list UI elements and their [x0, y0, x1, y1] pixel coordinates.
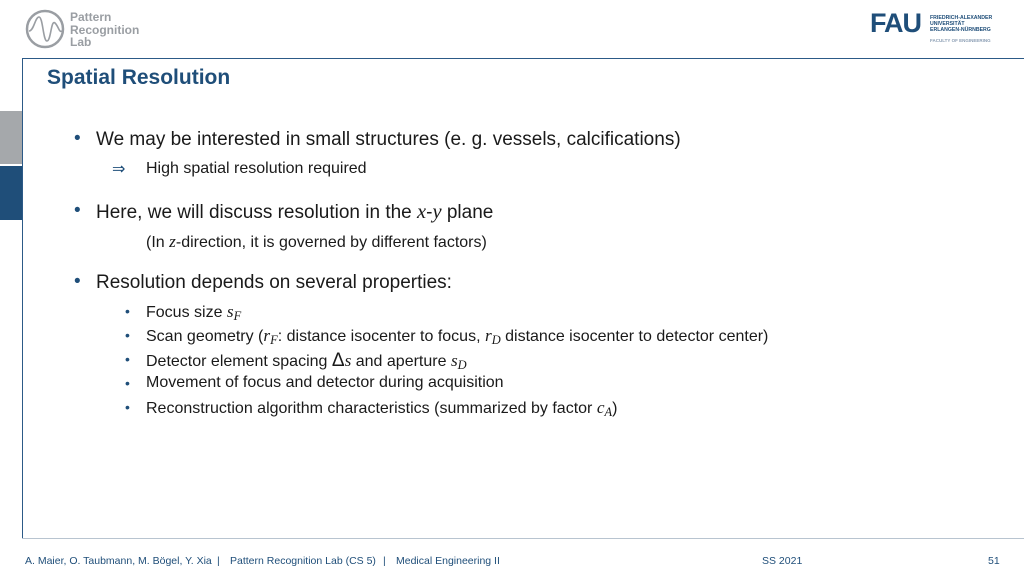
item-detector-spacing: Detector element spacing Δs and aperture $s_D$: [146, 350, 467, 372]
fau-wordmark: FAU: [870, 8, 921, 38]
item-focus-size: Focus size $s_F$: [146, 302, 242, 323]
bullet-xy-plane: Here, we will discuss resolution in the x-y plane: [96, 201, 494, 223]
sub-bullet-dot: •: [125, 399, 130, 415]
item-reconstruction-algorithm: Reconstruction algorithm characteristics (summarized by factor $c_A$): [146, 398, 618, 419]
sub-bullet-dot: •: [125, 303, 130, 319]
sub-bullet-dot: •: [125, 327, 130, 343]
footer-page-number: 51: [988, 555, 1000, 567]
pattern-recognition-lab-logo-icon: [25, 9, 65, 49]
footer-authors: A. Maier, O. Taubmann, M. Bögel, Y. Xia: [25, 555, 212, 567]
bullet-dot: •: [74, 200, 81, 221]
side-marker-blue: [0, 166, 22, 220]
bullet-resolution-properties: Resolution depends on several properties:: [96, 272, 452, 293]
lab-logo-text: Pattern Recognition Lab: [70, 10, 140, 49]
fau-logo: [870, 10, 1000, 44]
slide-title: Spatial Resolution: [47, 66, 231, 89]
fau-faculty: FACULTY OF ENGINEERING: [930, 38, 991, 43]
item-movement: Movement of focus and detector during acquisition: [146, 374, 504, 391]
footer-semester: SS 2021: [762, 555, 803, 567]
bullet-dot: •: [74, 128, 81, 149]
frame-bottom-rule: [22, 538, 1024, 539]
bullet-small-structures: We may be interested in small structures (e. g. vessels, calcifications): [96, 129, 681, 150]
frame-left-rule: [22, 58, 23, 538]
footer-separator: |: [383, 555, 386, 567]
footer-separator: |: [217, 555, 220, 567]
footer-lab: Pattern Recognition Lab (CS 5): [230, 555, 376, 567]
sub-bullet-dot: •: [125, 351, 130, 367]
fau-university-name: FRIEDRICH-ALEXANDER UNIVERSITÄT ERLANGEN-NÜRNBERG: [930, 15, 993, 33]
footer-course: Medical Engineering II: [396, 555, 500, 567]
note-z-direction: (In z-direction, it is governed by different factors): [146, 232, 487, 251]
sub-bullet-dot: •: [125, 375, 130, 391]
item-scan-geometry: Scan geometry ($r_F$: distance isocenter to focus, $r_D$ distance isocenter to detector center): [146, 326, 769, 347]
bullet-dot: •: [74, 271, 81, 292]
implies-arrow-icon: ⇒: [112, 161, 126, 178]
sub-high-resolution: High spatial resolution required: [146, 160, 367, 177]
side-marker-grey: [0, 111, 22, 164]
frame-top-rule: [22, 58, 1024, 59]
